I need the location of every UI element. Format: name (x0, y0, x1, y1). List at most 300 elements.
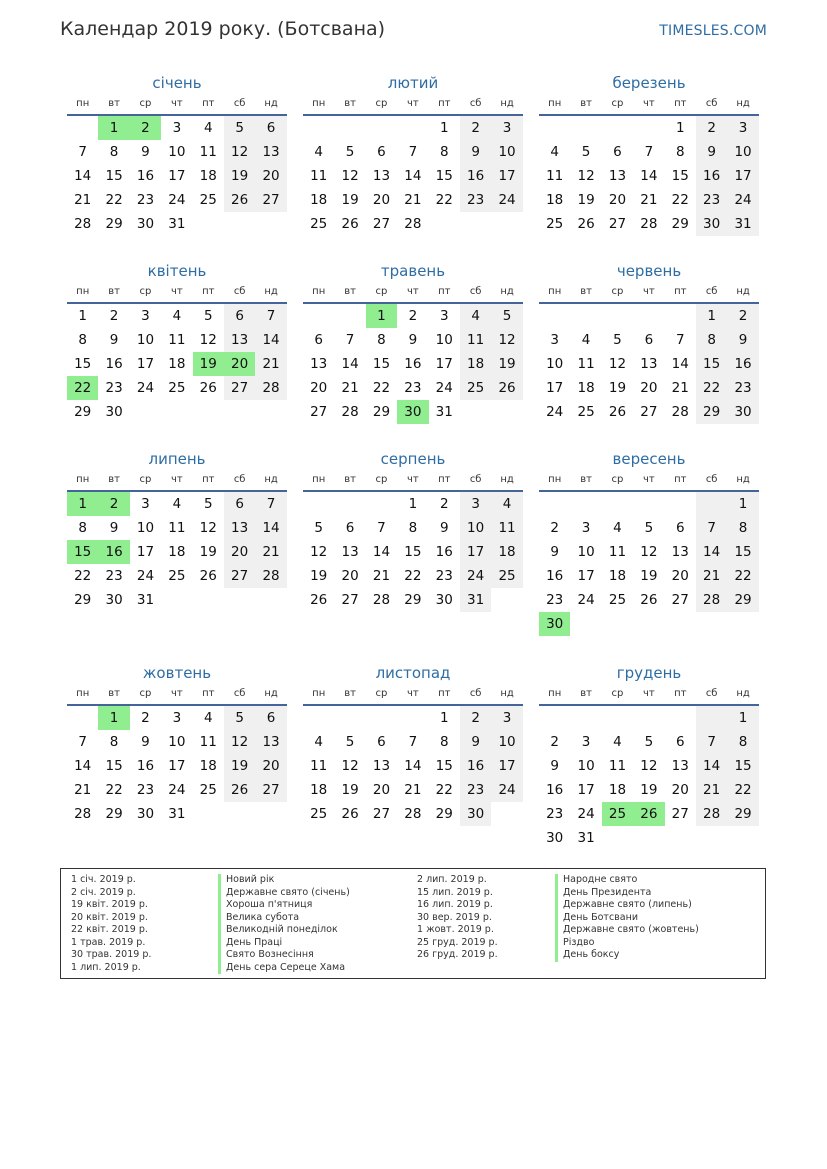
day-cell: 29 (727, 802, 758, 826)
day-cell: 10 (168, 734, 186, 750)
weekday-label: вт (580, 474, 592, 485)
page-title: Календар 2019 року. (Ботсвана) (60, 18, 386, 40)
empty-cell (539, 706, 570, 730)
day-cell: 6 (345, 520, 355, 536)
day-cell: 30 (435, 592, 453, 608)
day-cell: 24 (435, 380, 453, 396)
day-cell: 18 (168, 356, 186, 372)
day-cell: 1 (675, 120, 685, 136)
empty-cell (539, 116, 570, 140)
day-cell: 8 (408, 520, 418, 536)
day-cell: 10 (577, 544, 595, 560)
day-cell: 8 (675, 144, 685, 160)
holiday-day-cell: 30 (539, 612, 570, 636)
weekday-label: сб (233, 688, 246, 699)
day-cell: 10 (491, 140, 522, 164)
weekday-label: ср (139, 286, 152, 297)
empty-cell (397, 116, 428, 140)
day-cell: 8 (109, 144, 119, 160)
day-cell: 29 (727, 588, 758, 612)
weekday-label: нд (736, 286, 750, 297)
day-cell: 31 (136, 592, 155, 608)
day-cell: 27 (372, 806, 391, 822)
day-cell: 2 (408, 308, 418, 324)
day-cell: 9 (408, 332, 418, 348)
legend-holiday-name: Державне свято (липень) (555, 899, 699, 912)
day-cell: 13 (224, 328, 255, 352)
day-cell: 9 (550, 758, 559, 774)
day-cell: 20 (372, 192, 391, 208)
month-name: грудень (616, 664, 682, 682)
day-cell: 10 (727, 140, 758, 164)
weekday-label: ср (139, 474, 152, 485)
day-cell: 7 (255, 492, 286, 516)
day-cell: 2 (439, 496, 449, 512)
day-cell: 16 (460, 164, 491, 188)
day-cell: 13 (372, 168, 391, 184)
weekday-label: чт (643, 688, 655, 699)
day-cell: 18 (546, 192, 564, 208)
empty-cell (665, 492, 696, 516)
day-cell: 22 (74, 568, 92, 584)
day-cell: 22 (727, 778, 758, 802)
day-cell: 21 (671, 380, 689, 396)
day-cell: 7 (696, 516, 727, 540)
day-cell: 6 (314, 332, 323, 348)
day-cell: 22 (105, 192, 123, 208)
empty-cell (633, 116, 664, 140)
day-cell: 24 (460, 564, 491, 588)
day-cell: 7 (377, 520, 386, 536)
day-cell: 25 (199, 782, 217, 798)
weekday-header (303, 94, 523, 116)
day-grid (539, 492, 759, 636)
holiday-day-cell: 16 (98, 540, 129, 564)
empty-cell (696, 492, 727, 516)
weekday-label: ср (611, 688, 624, 699)
day-cell: 27 (341, 592, 359, 608)
day-cell: 10 (546, 356, 564, 372)
day-cell: 12 (199, 332, 217, 348)
brand-link[interactable]: TIMESLES.COM (659, 23, 767, 39)
day-cell: 7 (78, 734, 87, 750)
day-cell: 8 (78, 520, 87, 536)
month-4 (67, 260, 287, 424)
weekday-label: ср (375, 688, 388, 699)
day-cell: 15 (696, 352, 727, 376)
legend-date: 20 квіт. 2019 р. (71, 911, 148, 923)
day-cell: 4 (203, 710, 213, 726)
holiday-day-cell: 1 (67, 492, 98, 516)
weekday-label: пн (312, 688, 326, 699)
month-2 (303, 72, 523, 236)
day-grid (67, 706, 287, 826)
legend-holiday-name: День Президента (555, 887, 699, 900)
day-cell: 2 (460, 116, 491, 140)
day-cell: 9 (109, 520, 119, 536)
day-cell: 23 (727, 376, 758, 400)
month-12 (539, 662, 759, 850)
legend-date: 26 груд. 2019 р. (417, 949, 498, 960)
weekday-label: нд (500, 474, 514, 485)
empty-cell (366, 116, 397, 140)
day-cell: 11 (460, 328, 491, 352)
day-cell: 14 (404, 168, 422, 184)
weekday-header (303, 282, 523, 304)
day-cell: 8 (439, 144, 449, 160)
day-cell: 17 (727, 164, 758, 188)
weekday-label: ср (139, 688, 152, 699)
month-8 (303, 448, 523, 612)
day-cell: 3 (550, 332, 559, 348)
month-11 (303, 662, 523, 826)
weekday-label: нд (264, 98, 278, 109)
weekday-header (539, 470, 759, 492)
day-cell: 19 (341, 192, 359, 208)
day-cell: 17 (168, 168, 186, 184)
day-cell: 11 (608, 544, 627, 560)
empty-cell (539, 492, 570, 516)
weekday-label: ср (375, 98, 388, 109)
month-name: вересень (612, 450, 686, 468)
day-cell: 3 (172, 120, 182, 136)
day-cell: 9 (727, 328, 758, 352)
day-cell: 8 (439, 734, 449, 750)
weekday-label: нд (500, 98, 514, 109)
day-cell: 14 (404, 758, 422, 774)
day-cell: 31 (435, 404, 453, 420)
day-cell: 11 (310, 168, 328, 184)
day-cell: 6 (644, 332, 654, 348)
day-cell: 14 (74, 758, 92, 774)
day-cell: 17 (491, 754, 522, 778)
day-cell: 28 (696, 802, 727, 826)
day-cell: 13 (255, 730, 286, 754)
day-cell: 5 (203, 308, 213, 324)
weekday-label: пт (674, 286, 687, 297)
day-cell: 30 (460, 802, 491, 826)
legend-holiday-name: Хороша п'ятниця (218, 899, 350, 912)
day-cell: 21 (404, 782, 422, 798)
day-cell: 1 (439, 120, 449, 136)
day-cell: 22 (404, 568, 422, 584)
weekday-header (67, 282, 287, 304)
day-cell: 17 (136, 356, 155, 372)
day-cell: 3 (581, 520, 591, 536)
day-cell: 2 (727, 304, 758, 328)
empty-cell (633, 706, 664, 730)
weekday-label: пн (312, 98, 326, 109)
weekday-header (539, 282, 759, 304)
month-name: січень (152, 74, 202, 92)
day-cell: 24 (136, 568, 155, 584)
day-cell: 3 (172, 710, 182, 726)
legend-date: 1 лип. 2019 р. (71, 961, 141, 973)
day-cell: 28 (74, 216, 92, 232)
legend-holiday-name: День сера Сереце Хама (218, 962, 350, 975)
day-cell: 27 (671, 806, 689, 822)
weekday-label: ср (375, 286, 388, 297)
empty-cell (397, 706, 428, 730)
weekday-label: сб (233, 98, 246, 109)
day-cell: 13 (255, 140, 286, 164)
weekday-label: пн (312, 286, 326, 297)
legend-date: 25 груд. 2019 р. (417, 936, 498, 948)
empty-cell (570, 492, 601, 516)
day-cell: 26 (341, 806, 359, 822)
day-cell: 28 (404, 806, 422, 822)
weekday-label: ср (611, 286, 624, 297)
month-name: лютий (387, 74, 439, 92)
day-cell: 26 (608, 404, 627, 420)
day-cell: 12 (341, 758, 359, 774)
day-cell: 2 (550, 520, 559, 536)
day-cell: 5 (613, 332, 622, 348)
weekday-label: пт (202, 688, 215, 699)
day-cell: 4 (613, 520, 622, 536)
day-cell: 1 (696, 304, 727, 328)
legend-holiday-name: Велика субота (218, 912, 350, 925)
day-cell: 12 (224, 730, 255, 754)
holiday-day-cell: 25 (602, 802, 633, 826)
day-cell: 2 (460, 706, 491, 730)
day-cell: 20 (608, 192, 627, 208)
weekday-label: чт (407, 688, 419, 699)
day-cell: 7 (255, 304, 286, 328)
empty-cell (366, 492, 397, 516)
empty-cell (67, 706, 98, 730)
day-cell: 13 (640, 356, 658, 372)
day-cell: 13 (341, 544, 359, 560)
weekday-label: пн (548, 688, 562, 699)
day-grid (303, 116, 523, 236)
day-cell: 28 (255, 376, 286, 400)
day-cell: 9 (460, 730, 491, 754)
day-cell: 1 (727, 492, 758, 516)
month-7 (67, 448, 287, 612)
holiday-day-cell: 2 (98, 492, 129, 516)
month-3 (539, 72, 759, 236)
day-cell: 12 (224, 140, 255, 164)
day-cell: 22 (105, 782, 123, 798)
day-cell: 6 (255, 116, 286, 140)
month-name: листопад (375, 664, 451, 682)
holiday-day-cell: 1 (98, 706, 129, 730)
day-cell: 29 (435, 806, 453, 822)
day-cell: 12 (640, 758, 658, 774)
day-cell: 12 (491, 328, 522, 352)
day-cell: 15 (105, 758, 123, 774)
weekday-header (539, 684, 759, 706)
weekday-label: чт (407, 286, 419, 297)
day-cell: 17 (491, 164, 522, 188)
day-cell: 11 (199, 734, 217, 750)
day-cell: 14 (341, 356, 359, 372)
weekday-label: пн (76, 474, 90, 485)
empty-cell (303, 706, 334, 730)
holiday-day-cell: 26 (633, 802, 664, 826)
day-cell: 12 (608, 356, 627, 372)
day-cell: 18 (577, 380, 595, 396)
day-cell: 23 (546, 806, 564, 822)
day-cell: 4 (314, 734, 323, 750)
day-cell: 25 (168, 568, 186, 584)
month-6 (539, 260, 759, 424)
day-grid (303, 706, 523, 826)
day-cell: 15 (727, 754, 758, 778)
day-cell: 6 (255, 706, 286, 730)
day-cell: 31 (168, 806, 186, 822)
day-cell: 15 (105, 168, 123, 184)
day-cell: 29 (404, 592, 422, 608)
weekday-label: пт (674, 688, 687, 699)
day-cell: 7 (408, 144, 418, 160)
legend-date: 19 квіт. 2019 р. (71, 899, 148, 910)
legend-dates-right (417, 874, 498, 962)
weekday-label: сб (469, 98, 482, 109)
day-cell: 22 (671, 192, 689, 208)
legend-holiday-name: День Праці (218, 937, 350, 950)
weekday-label: нд (500, 688, 514, 699)
day-cell: 6 (377, 734, 386, 750)
day-cell: 25 (546, 216, 564, 232)
day-cell: 3 (727, 116, 758, 140)
day-cell: 22 (727, 564, 758, 588)
weekday-label: вт (344, 474, 356, 485)
day-cell: 16 (546, 782, 564, 798)
day-cell: 17 (168, 758, 186, 774)
weekday-label: сб (469, 474, 482, 485)
weekday-label: ср (139, 98, 152, 109)
day-cell: 24 (546, 404, 564, 420)
day-cell: 18 (460, 352, 491, 376)
day-cell: 12 (310, 544, 328, 560)
day-cell: 2 (109, 308, 119, 324)
day-cell: 23 (136, 192, 155, 208)
day-cell: 19 (640, 782, 658, 798)
weekday-label: пн (76, 688, 90, 699)
day-cell: 2 (550, 734, 559, 750)
day-cell: 21 (696, 564, 727, 588)
day-cell: 6 (675, 520, 685, 536)
month-1 (67, 72, 287, 236)
day-cell: 24 (491, 188, 522, 212)
day-cell: 11 (608, 758, 627, 774)
day-cell: 21 (696, 778, 727, 802)
weekday-label: чт (171, 98, 183, 109)
day-cell: 26 (491, 376, 522, 400)
empty-cell (334, 116, 365, 140)
day-cell: 19 (577, 192, 595, 208)
weekday-label: вт (344, 98, 356, 109)
day-cell: 22 (696, 376, 727, 400)
day-cell: 15 (435, 758, 453, 774)
day-cell: 29 (105, 806, 123, 822)
day-cell: 22 (435, 192, 453, 208)
day-cell: 21 (372, 568, 391, 584)
day-cell: 16 (404, 356, 422, 372)
day-cell: 20 (671, 568, 689, 584)
day-cell: 6 (224, 304, 255, 328)
weekday-label: чт (643, 98, 655, 109)
weekday-label: пт (202, 98, 215, 109)
weekday-label: пт (674, 474, 687, 485)
weekday-label: сб (705, 98, 718, 109)
day-cell: 14 (671, 356, 689, 372)
day-cell: 25 (577, 404, 595, 420)
day-cell: 23 (460, 188, 491, 212)
weekday-label: сб (469, 286, 482, 297)
day-cell: 28 (640, 216, 658, 232)
day-cell: 9 (696, 140, 727, 164)
day-cell: 26 (577, 216, 595, 232)
day-cell: 31 (168, 216, 186, 232)
day-cell: 3 (141, 308, 150, 324)
day-cell: 23 (696, 188, 727, 212)
day-cell: 23 (105, 380, 123, 396)
day-cell: 9 (439, 520, 449, 536)
legend-holiday-name: Свято Вознесіння (218, 949, 350, 962)
day-cell: 11 (168, 520, 186, 536)
legend-holiday-name: Різдво (555, 937, 699, 950)
weekday-label: вт (580, 98, 592, 109)
weekday-label: вт (108, 688, 120, 699)
day-cell: 10 (136, 332, 155, 348)
weekday-label: вт (580, 688, 592, 699)
day-cell: 14 (640, 168, 658, 184)
day-cell: 18 (608, 782, 627, 798)
day-cell: 23 (136, 782, 155, 798)
day-cell: 9 (460, 140, 491, 164)
day-cell: 30 (136, 216, 155, 232)
day-cell: 25 (199, 192, 217, 208)
month-5 (303, 260, 523, 424)
day-cell: 31 (727, 212, 758, 236)
day-grid (303, 304, 523, 424)
day-cell: 5 (345, 144, 355, 160)
day-cell: 19 (640, 568, 658, 584)
day-cell: 30 (105, 404, 123, 420)
day-cell: 31 (577, 830, 595, 846)
empty-cell (570, 116, 601, 140)
legend-holiday-name: День Ботсвани (555, 912, 699, 925)
day-cell: 20 (372, 782, 391, 798)
day-cell: 13 (224, 516, 255, 540)
holiday-day-cell: 2 (130, 116, 161, 140)
day-cell: 6 (377, 144, 386, 160)
day-cell: 14 (74, 168, 92, 184)
weekday-label: вт (108, 474, 120, 485)
holiday-day-cell: 22 (67, 376, 98, 400)
day-cell: 15 (372, 356, 391, 372)
day-cell: 4 (491, 492, 522, 516)
day-cell: 27 (224, 564, 255, 588)
day-cell: 16 (136, 758, 155, 774)
day-grid (67, 304, 287, 424)
day-cell: 20 (255, 754, 286, 778)
day-cell: 26 (199, 568, 217, 584)
weekday-header (303, 470, 523, 492)
weekday-label: пт (202, 474, 215, 485)
day-cell: 15 (404, 544, 422, 560)
day-cell: 6 (224, 492, 255, 516)
day-cell: 27 (608, 216, 627, 232)
day-cell: 19 (341, 782, 359, 798)
weekday-header (67, 684, 287, 706)
day-cell: 15 (74, 356, 92, 372)
day-cell: 10 (460, 516, 491, 540)
day-cell: 11 (199, 144, 217, 160)
